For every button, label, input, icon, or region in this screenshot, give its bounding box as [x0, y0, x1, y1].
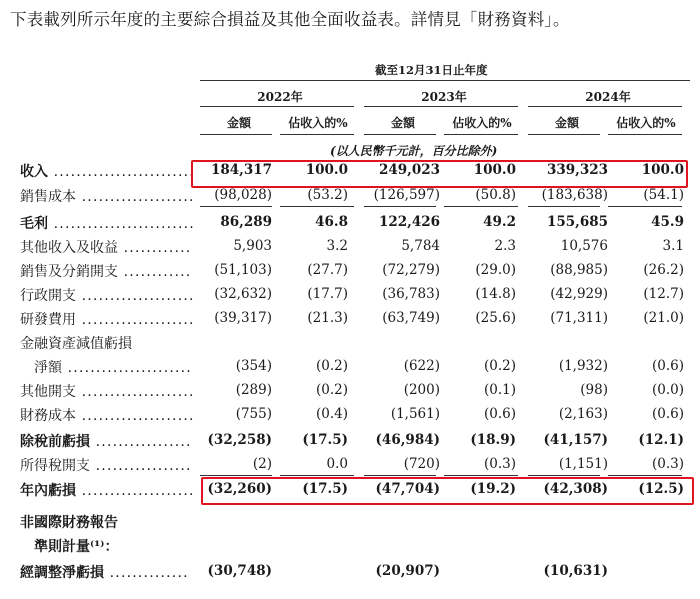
- leader-dots: .........................: [48, 216, 195, 232]
- amount-rule: [364, 134, 436, 135]
- leader-dots: .................: [90, 434, 192, 450]
- table-cell: 339,323: [546, 162, 608, 178]
- row-label: [34, 536, 118, 556]
- table-cell: (0.4): [315, 406, 348, 422]
- row-label-text: 銷售及分銷開支: [20, 264, 118, 280]
- table-cell: 5,784: [401, 238, 440, 254]
- table-cell: (17.7): [307, 286, 348, 302]
- table-cell: (32,632): [214, 286, 272, 302]
- row-label-text: 行政開支: [20, 288, 76, 304]
- subtotal-rule: [528, 206, 600, 207]
- table-cell: (1,561): [390, 406, 440, 422]
- unit-note: (以人民幣千元計，百分比除外): [330, 144, 498, 158]
- table-cell: (12.5): [638, 481, 684, 497]
- table-cell: (17.5): [302, 481, 348, 497]
- leader-dots: ....................: [76, 189, 195, 205]
- table-cell: (0.6): [651, 358, 684, 374]
- year-header: 2022年: [257, 90, 303, 104]
- table-cell: (71,311): [550, 310, 608, 326]
- leader-dots: ......................: [62, 360, 192, 376]
- table-cell: (41,157): [543, 432, 608, 448]
- percent-rule: [608, 134, 682, 135]
- table-cell: (72,279): [382, 262, 440, 278]
- table-cell: 46.8: [315, 214, 348, 230]
- table-cell: 49.2: [483, 214, 516, 230]
- table-cell: 184,317: [210, 162, 272, 178]
- row-label-text: 年內虧損: [20, 483, 76, 499]
- table-cell: 249,023: [378, 162, 440, 178]
- table-cell: (12.7): [643, 286, 684, 302]
- row-label: [20, 333, 132, 353]
- table-cell: (29.0): [475, 262, 516, 278]
- leader-dots: ....................: [76, 483, 195, 499]
- subtotal-rule: [200, 475, 272, 476]
- row-label-text: 非國際財務報告: [20, 515, 118, 531]
- table-cell: (51,103): [214, 262, 272, 278]
- table-cell: (19.2): [470, 481, 516, 497]
- subtotal-rule: [364, 475, 436, 476]
- year-header: 2023年: [421, 90, 467, 104]
- period-rule: [200, 80, 690, 81]
- table-cell: (42,308): [543, 481, 608, 497]
- table-cell: (2,163): [558, 406, 608, 422]
- leader-dots: ....................: [76, 384, 195, 400]
- amount-column-header: 金額: [226, 116, 251, 130]
- period-header: 截至12月31日止年度: [375, 63, 488, 77]
- row-label-text: 所得稅開支: [20, 458, 90, 474]
- table-cell: (39,317): [214, 310, 272, 326]
- row-label-text: 銷售成本: [20, 189, 76, 205]
- year-header: 2024年: [585, 90, 631, 104]
- amount-rule: [200, 134, 272, 135]
- table-cell: (0.2): [483, 358, 516, 374]
- table-cell: (720): [403, 456, 440, 472]
- subtotal-rule: [444, 206, 518, 207]
- subtotal-rule: [444, 475, 518, 476]
- row-label-text: 經調整淨虧損: [20, 565, 104, 581]
- percent-column-header: 佔收入的%: [616, 116, 676, 130]
- table-cell: (10,631): [543, 563, 608, 579]
- table-cell: (622): [403, 358, 440, 374]
- table-cell: (47,704): [375, 481, 440, 497]
- percent-column-header: 佔收入的%: [452, 116, 512, 130]
- row-label-text: 毛利: [20, 216, 48, 232]
- table-cell: (0.1): [483, 382, 516, 398]
- table-cell: 122,426: [378, 214, 440, 230]
- table-cell: (2): [252, 456, 272, 472]
- row-label-text: 其他收入及收益: [20, 240, 118, 256]
- table-cell: (26.2): [643, 262, 684, 278]
- table-cell: (0.3): [651, 456, 684, 472]
- amount-column-header: 金額: [554, 116, 579, 130]
- table-cell: (18.9): [470, 432, 516, 448]
- table-cell: (54.1): [643, 187, 684, 203]
- row-label-text: 準則計量⁽¹⁾：: [34, 539, 119, 555]
- table-cell: 100.0: [473, 162, 516, 178]
- subtotal-rule: [608, 475, 682, 476]
- table-cell: (20,907): [375, 563, 440, 579]
- table-cell: (0.2): [315, 382, 348, 398]
- row-label-text: 除稅前虧損: [20, 434, 90, 450]
- subtotal-rule: [200, 206, 272, 207]
- table-cell: (289): [235, 382, 272, 398]
- table-cell: (755): [235, 406, 272, 422]
- leader-dots: ..............: [104, 565, 189, 581]
- subtotal-rule: [364, 206, 436, 207]
- table-cell: (53.2): [307, 187, 348, 203]
- row-label-text: 財務成本: [20, 408, 76, 424]
- table-cell: (46,984): [375, 432, 440, 448]
- table-cell: 100.0: [641, 162, 684, 178]
- table-cell: 0.0: [326, 456, 348, 472]
- table-cell: (0.6): [651, 406, 684, 422]
- table-cell: 155,685: [546, 214, 608, 230]
- table-cell: 10,576: [560, 238, 608, 254]
- table-cell: 45.9: [651, 214, 684, 230]
- table-cell: (21.3): [307, 310, 348, 326]
- table-cell: (42,929): [550, 286, 608, 302]
- leader-dots: .................: [90, 458, 192, 474]
- table-cell: (27.7): [307, 262, 348, 278]
- table-cell: (0.0): [651, 382, 684, 398]
- table-cell: 100.0: [305, 162, 348, 178]
- table-cell: (30,748): [207, 563, 272, 579]
- year-rule: [200, 106, 354, 107]
- table-cell: (14.8): [475, 286, 516, 302]
- year-rule: [364, 106, 518, 107]
- leader-dots: ............: [118, 264, 192, 280]
- subtotal-rule: [528, 475, 600, 476]
- year-rule: [528, 106, 682, 107]
- row-label-text: 研發費用: [20, 312, 76, 328]
- percent-rule: [444, 134, 518, 135]
- table-cell: (25.6): [475, 310, 516, 326]
- highlight-revenue: [191, 160, 688, 188]
- amount-rule: [528, 134, 600, 135]
- subtotal-rule: [608, 206, 682, 207]
- table-cell: (1,932): [558, 358, 608, 374]
- amount-column-header: 金額: [390, 116, 415, 130]
- table-cell: (200): [403, 382, 440, 398]
- table-cell: 3.1: [662, 238, 684, 254]
- percent-rule: [280, 134, 354, 135]
- table-cell: (36,783): [382, 286, 440, 302]
- leader-dots: ....................: [76, 312, 195, 328]
- leader-dots: ....................: [76, 288, 195, 304]
- table-cell: 3.2: [326, 238, 348, 254]
- table-cell: (21.0): [643, 310, 684, 326]
- leader-dots: ....................: [76, 408, 195, 424]
- table-cell: (0.3): [483, 456, 516, 472]
- table-cell: 86,289: [220, 214, 272, 230]
- row-label-text: 收入: [20, 164, 48, 180]
- table-cell: (126,597): [373, 187, 440, 203]
- table-cell: (0.6): [483, 406, 516, 422]
- subtotal-rule: [280, 206, 354, 207]
- table-cell: (1,151): [558, 456, 608, 472]
- table-cell: (63,749): [382, 310, 440, 326]
- table-cell: (98): [580, 382, 608, 398]
- highlight-loss: [201, 477, 694, 505]
- leader-dots: .........................: [48, 164, 195, 180]
- leader-dots: ............: [118, 240, 192, 256]
- table-cell: (354): [235, 358, 272, 374]
- row-label-text: 其他開支: [20, 384, 76, 400]
- row-label-text: 淨額: [34, 360, 62, 376]
- row-label-text: 金融資產減值虧損: [20, 336, 132, 352]
- table-cell: (0.2): [315, 358, 348, 374]
- table-cell: (32,260): [207, 481, 272, 497]
- table-cell: (183,638): [541, 187, 608, 203]
- table-cell: (32,258): [207, 432, 272, 448]
- subtotal-rule: [280, 475, 354, 476]
- table-cell: (88,985): [550, 262, 608, 278]
- row-label: [20, 512, 118, 532]
- table-cell: (12.1): [638, 432, 684, 448]
- intro-text: 下表載列所示年度的主要綜合損益及其他全面收益表。詳情見「財務資料」。: [10, 10, 570, 29]
- table-cell: (98,028): [214, 187, 272, 203]
- table-cell: 5,903: [233, 238, 272, 254]
- table-cell: (17.5): [302, 432, 348, 448]
- table-cell: 2.3: [494, 238, 516, 254]
- percent-column-header: 佔收入的%: [288, 116, 348, 130]
- table-cell: (50.8): [475, 187, 516, 203]
